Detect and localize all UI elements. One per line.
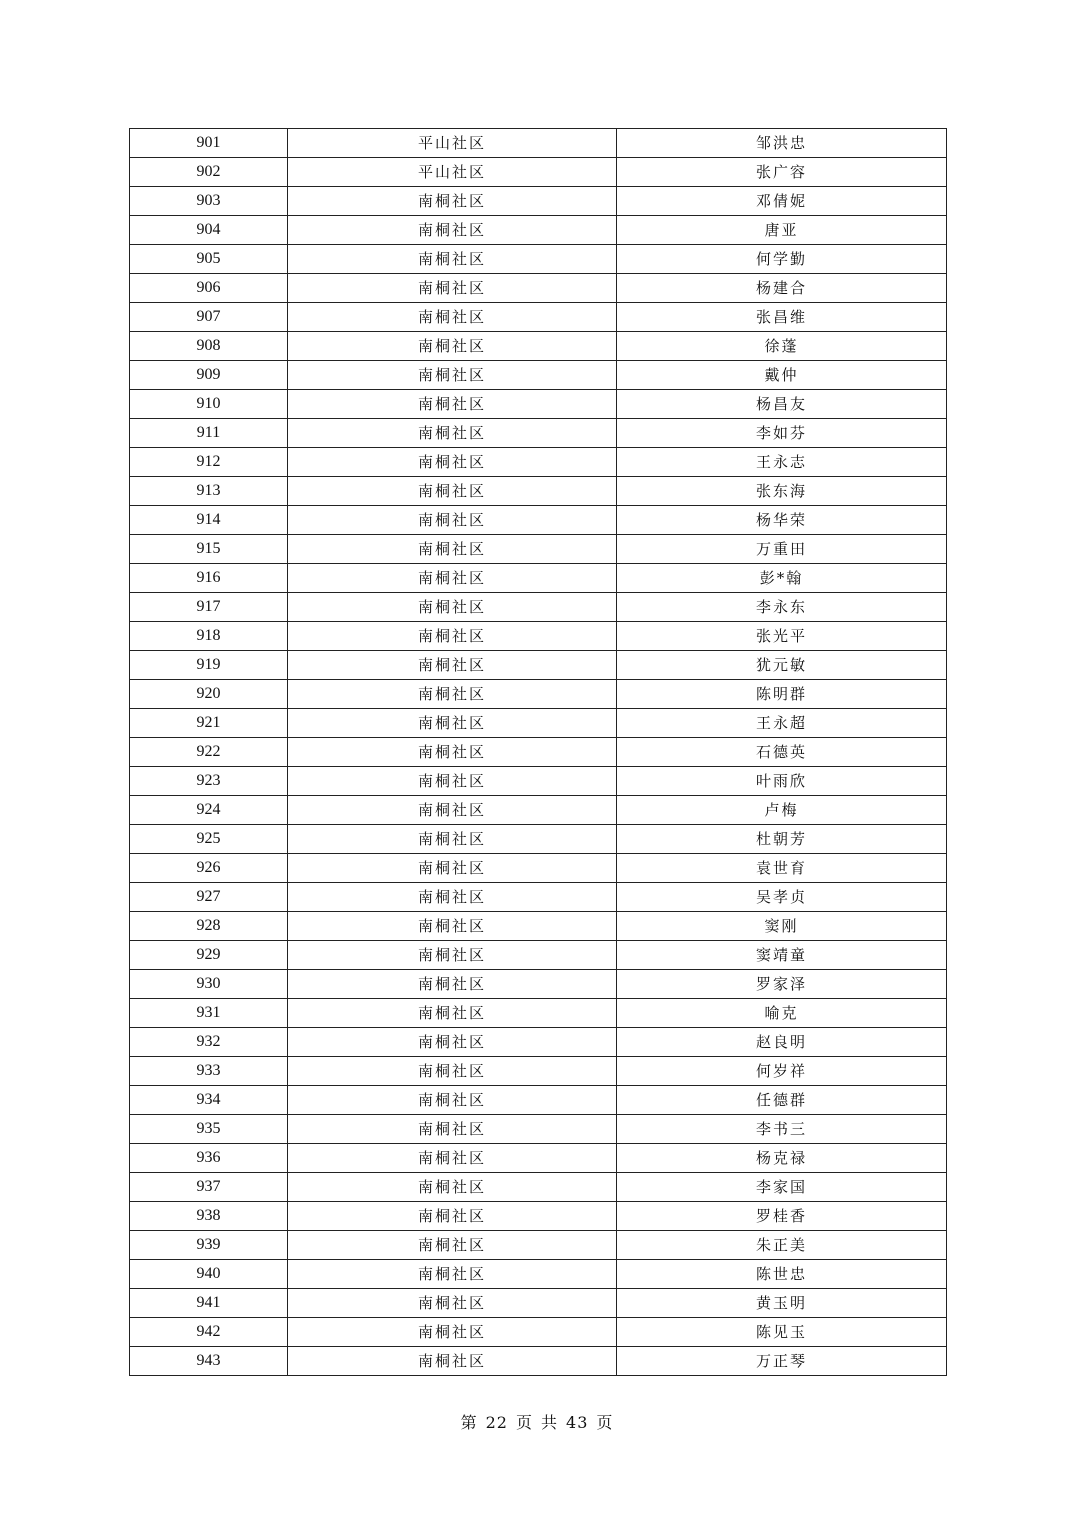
table-row — [130, 332, 947, 361]
name-cell: 何学勤 — [617, 245, 947, 274]
row-number-cell: 935 — [130, 1115, 288, 1144]
row-number-cell: 917 — [130, 593, 288, 622]
table-row — [130, 593, 947, 622]
row-number-cell: 909 — [130, 361, 288, 390]
table-row — [130, 1057, 947, 1086]
name-cell: 张东海 — [617, 477, 947, 506]
community-cell: 南桐社区 — [288, 1318, 617, 1347]
name-cell: 叶雨欣 — [617, 767, 947, 796]
row-number-cell: 923 — [130, 767, 288, 796]
name-cell: 杜朝芳 — [617, 825, 947, 854]
name-cell: 李书三 — [617, 1115, 947, 1144]
community-cell: 南桐社区 — [288, 738, 617, 767]
name-cell: 任德群 — [617, 1086, 947, 1115]
community-cell: 南桐社区 — [288, 941, 617, 970]
row-number-cell: 937 — [130, 1173, 288, 1202]
community-cell: 南桐社区 — [288, 883, 617, 912]
row-number-cell: 938 — [130, 1202, 288, 1231]
name-cell: 杨华荣 — [617, 506, 947, 535]
name-cell: 陈世忠 — [617, 1260, 947, 1289]
table-row — [130, 883, 947, 912]
table-row — [130, 564, 947, 593]
name-cell: 邓倩妮 — [617, 187, 947, 216]
community-cell: 平山社区 — [288, 158, 617, 187]
table-row — [130, 999, 947, 1028]
row-number-cell: 916 — [130, 564, 288, 593]
row-number-cell: 921 — [130, 709, 288, 738]
name-cell: 卢梅 — [617, 796, 947, 825]
community-cell: 南桐社区 — [288, 1231, 617, 1260]
community-cell: 南桐社区 — [288, 390, 617, 419]
name-cell: 李家国 — [617, 1173, 947, 1202]
table-row — [130, 970, 947, 999]
community-cell: 南桐社区 — [288, 419, 617, 448]
name-cell: 窦靖童 — [617, 941, 947, 970]
table-row — [130, 158, 947, 187]
row-number-cell: 925 — [130, 825, 288, 854]
row-number-cell: 915 — [130, 535, 288, 564]
name-cell: 杨昌友 — [617, 390, 947, 419]
row-number-cell: 932 — [130, 1028, 288, 1057]
table-row — [130, 854, 947, 883]
name-cell: 王永志 — [617, 448, 947, 477]
name-cell: 彭*翰 — [617, 564, 947, 593]
row-number-cell: 920 — [130, 680, 288, 709]
community-cell: 南桐社区 — [288, 187, 617, 216]
row-number-cell: 918 — [130, 622, 288, 651]
community-cell: 南桐社区 — [288, 303, 617, 332]
community-cell: 南桐社区 — [288, 796, 617, 825]
name-cell: 吴孝贞 — [617, 883, 947, 912]
table-row — [130, 419, 947, 448]
table-row — [130, 477, 947, 506]
table-row — [130, 1318, 947, 1347]
table-row — [130, 187, 947, 216]
name-cell: 万重田 — [617, 535, 947, 564]
row-number-cell: 933 — [130, 1057, 288, 1086]
community-cell: 南桐社区 — [288, 854, 617, 883]
table-row — [130, 941, 947, 970]
name-cell: 杨建合 — [617, 274, 947, 303]
row-number-cell: 910 — [130, 390, 288, 419]
community-cell: 南桐社区 — [288, 651, 617, 680]
community-cell: 南桐社区 — [288, 1202, 617, 1231]
table-row — [130, 506, 947, 535]
name-cell: 王永超 — [617, 709, 947, 738]
roster-table-body — [130, 129, 947, 1376]
row-number-cell: 911 — [130, 419, 288, 448]
community-cell: 南桐社区 — [288, 709, 617, 738]
community-cell: 南桐社区 — [288, 245, 617, 274]
community-cell: 南桐社区 — [288, 912, 617, 941]
name-cell: 石德英 — [617, 738, 947, 767]
community-cell: 南桐社区 — [288, 767, 617, 796]
name-cell: 张昌维 — [617, 303, 947, 332]
community-cell: 南桐社区 — [288, 564, 617, 593]
community-cell: 南桐社区 — [288, 1057, 617, 1086]
name-cell: 张光平 — [617, 622, 947, 651]
table-row — [130, 1028, 947, 1057]
table-row — [130, 535, 947, 564]
community-cell: 南桐社区 — [288, 361, 617, 390]
row-number-cell: 904 — [130, 216, 288, 245]
row-number-cell: 939 — [130, 1231, 288, 1260]
name-cell: 何岁祥 — [617, 1057, 947, 1086]
name-cell: 陈见玉 — [617, 1318, 947, 1347]
table-row — [130, 912, 947, 941]
table-row — [130, 738, 947, 767]
name-cell: 唐亚 — [617, 216, 947, 245]
row-number-cell: 924 — [130, 796, 288, 825]
name-cell: 李如芬 — [617, 419, 947, 448]
name-cell: 陈明群 — [617, 680, 947, 709]
community-cell: 平山社区 — [288, 129, 617, 158]
row-number-cell: 902 — [130, 158, 288, 187]
community-cell: 南桐社区 — [288, 1260, 617, 1289]
table-row — [130, 1086, 947, 1115]
community-cell: 南桐社区 — [288, 535, 617, 564]
table-row — [130, 303, 947, 332]
table-row — [130, 1115, 947, 1144]
table-row — [130, 1289, 947, 1318]
row-number-cell: 929 — [130, 941, 288, 970]
community-cell: 南桐社区 — [288, 448, 617, 477]
community-cell: 南桐社区 — [288, 970, 617, 999]
table-row — [130, 767, 947, 796]
name-cell: 徐蓬 — [617, 332, 947, 361]
name-cell: 赵良明 — [617, 1028, 947, 1057]
footer-current-page: 22 — [485, 1413, 508, 1432]
name-cell: 罗家泽 — [617, 970, 947, 999]
table-row — [130, 1347, 947, 1376]
footer-total-word: 共 — [541, 1413, 559, 1432]
name-cell: 张广容 — [617, 158, 947, 187]
community-cell: 南桐社区 — [288, 477, 617, 506]
name-cell: 邹洪忠 — [617, 129, 947, 158]
row-number-cell: 931 — [130, 999, 288, 1028]
name-cell: 戴仲 — [617, 361, 947, 390]
name-cell: 袁世育 — [617, 854, 947, 883]
row-number-cell: 927 — [130, 883, 288, 912]
table-row — [130, 709, 947, 738]
table-row — [130, 1231, 947, 1260]
table-row — [130, 796, 947, 825]
name-cell: 黄玉明 — [617, 1289, 947, 1318]
table-row — [130, 245, 947, 274]
row-number-cell: 912 — [130, 448, 288, 477]
community-cell: 南桐社区 — [288, 1289, 617, 1318]
community-cell: 南桐社区 — [288, 593, 617, 622]
row-number-cell: 928 — [130, 912, 288, 941]
table-row — [130, 1173, 947, 1202]
row-number-cell: 913 — [130, 477, 288, 506]
table-row — [130, 1202, 947, 1231]
footer-prefix: 第 — [460, 1413, 478, 1432]
community-cell: 南桐社区 — [288, 216, 617, 245]
footer-page-word: 页 — [515, 1413, 533, 1432]
row-number-cell: 922 — [130, 738, 288, 767]
table-row — [130, 274, 947, 303]
name-cell: 朱正美 — [617, 1231, 947, 1260]
footer-suffix: 页 — [596, 1413, 614, 1432]
table-row — [130, 1260, 947, 1289]
page-footer — [0, 1410, 1074, 1433]
community-cell: 南桐社区 — [288, 680, 617, 709]
row-number-cell: 901 — [130, 129, 288, 158]
row-number-cell: 919 — [130, 651, 288, 680]
community-cell: 南桐社区 — [288, 274, 617, 303]
community-cell: 南桐社区 — [288, 332, 617, 361]
row-number-cell: 908 — [130, 332, 288, 361]
name-cell: 罗桂香 — [617, 1202, 947, 1231]
row-number-cell: 934 — [130, 1086, 288, 1115]
row-number-cell: 914 — [130, 506, 288, 535]
community-cell: 南桐社区 — [288, 506, 617, 535]
row-number-cell: 926 — [130, 854, 288, 883]
community-cell: 南桐社区 — [288, 1115, 617, 1144]
community-cell: 南桐社区 — [288, 825, 617, 854]
table-row — [130, 129, 947, 158]
community-cell: 南桐社区 — [288, 1173, 617, 1202]
row-number-cell: 930 — [130, 970, 288, 999]
row-number-cell: 941 — [130, 1289, 288, 1318]
row-number-cell: 905 — [130, 245, 288, 274]
name-cell: 窦刚 — [617, 912, 947, 941]
name-cell: 李永东 — [617, 593, 947, 622]
table-row — [130, 680, 947, 709]
row-number-cell: 942 — [130, 1318, 288, 1347]
community-cell: 南桐社区 — [288, 1086, 617, 1115]
footer-total-pages: 43 — [566, 1413, 589, 1432]
table-row — [130, 390, 947, 419]
table-row — [130, 651, 947, 680]
row-number-cell: 907 — [130, 303, 288, 332]
name-cell: 喻克 — [617, 999, 947, 1028]
community-cell: 南桐社区 — [288, 1144, 617, 1173]
community-cell: 南桐社区 — [288, 1028, 617, 1057]
name-cell: 犹元敏 — [617, 651, 947, 680]
table-row — [130, 1144, 947, 1173]
name-cell: 万正琴 — [617, 1347, 947, 1376]
row-number-cell: 903 — [130, 187, 288, 216]
table-row — [130, 448, 947, 477]
community-cell: 南桐社区 — [288, 999, 617, 1028]
row-number-cell: 936 — [130, 1144, 288, 1173]
community-cell: 南桐社区 — [288, 622, 617, 651]
row-number-cell: 943 — [130, 1347, 288, 1376]
row-number-cell: 906 — [130, 274, 288, 303]
community-cell: 南桐社区 — [288, 1347, 617, 1376]
table-row — [130, 825, 947, 854]
roster-table — [129, 128, 947, 1376]
row-number-cell: 940 — [130, 1260, 288, 1289]
table-row — [130, 216, 947, 245]
name-cell: 杨克禄 — [617, 1144, 947, 1173]
table-row — [130, 361, 947, 390]
table-row — [130, 622, 947, 651]
